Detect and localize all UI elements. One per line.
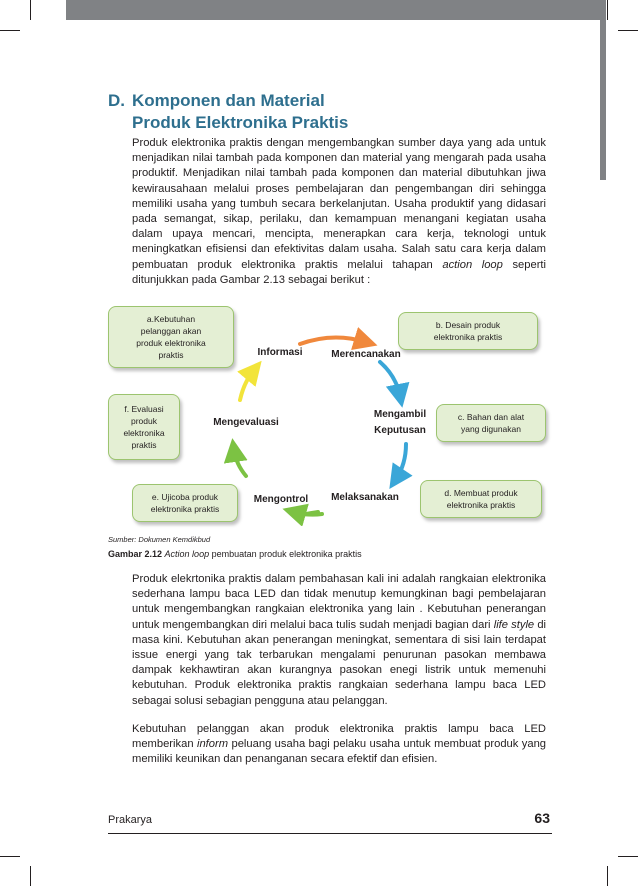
crop-mark xyxy=(0,856,20,857)
figure-source: Sumber: Dokumen Kemdikbud xyxy=(108,535,211,544)
arrow-green-left xyxy=(234,450,246,476)
cycle-label-informasi: Informasi xyxy=(257,347,303,358)
callout-c-line: c. Bahan dan alat xyxy=(457,412,525,422)
callout-b xyxy=(398,312,538,350)
section-title-line2: Produk Elektronika Praktis xyxy=(132,113,349,132)
paragraph-kebutuhan xyxy=(132,722,546,768)
callout-f-line: praktis xyxy=(131,440,157,450)
paragraph-kebutuhan-italic: inform xyxy=(196,738,229,751)
paragraph-led xyxy=(132,572,546,709)
crop-mark xyxy=(607,866,608,886)
section-letter: D. xyxy=(108,91,125,110)
callout-d xyxy=(420,480,542,518)
callout-f-line: elektronika xyxy=(123,428,165,438)
figure-caption xyxy=(108,549,362,559)
cycle-label-mengambil-line1: Mengambil xyxy=(373,409,427,420)
callout-b-line: elektronika praktis xyxy=(433,332,503,342)
callout-e-line: elektronika praktis xyxy=(150,504,220,514)
cycle-label-mengontrol: Mengontrol xyxy=(253,494,309,505)
crop-mark xyxy=(618,30,638,31)
arrow-orange xyxy=(300,337,366,344)
crop-mark xyxy=(30,0,31,20)
callout-b-line: b. Desain produk xyxy=(435,320,501,330)
callout-c-line: yang digunakan xyxy=(460,424,521,434)
action-loop-diagram xyxy=(108,304,552,526)
callout-f xyxy=(108,394,180,460)
paragraph-kebutuhan-text-end: peluang usaha bagi pelaku usaha untuk membuat produk yang memiliki keunikan dan penanganan secara efektif dan efisien. xyxy=(132,738,547,766)
cycle-label-mengambil xyxy=(362,408,438,437)
figure-caption-italic: Action loop xyxy=(164,549,210,559)
callout-f-line: produk xyxy=(130,416,157,426)
crop-mark xyxy=(30,866,31,886)
paragraph-kebutuhan-text: Kebutuhan pelanggan akan produk elektronika praktis lampu baca LED memberikan xyxy=(132,723,546,751)
callout-a-line: praktis xyxy=(158,350,184,360)
paragraph-led-italic: life style xyxy=(493,618,535,631)
figure-caption-text: pembuatan produk elektronika praktis xyxy=(211,549,362,559)
side-gray-bar xyxy=(600,20,606,180)
cycle-label-merencanakan: Merencanakan xyxy=(331,349,401,360)
figure-caption-label: Gambar 2.12 xyxy=(108,549,163,559)
footer-divider xyxy=(108,833,552,834)
page-number: 63 xyxy=(534,810,550,826)
callout-a-line: a.Kebutuhan xyxy=(146,314,196,324)
arrow-blue-bottom xyxy=(396,444,406,479)
callout-a-line: produk elektronika xyxy=(136,338,206,348)
callout-d-line: d. Membuat produk xyxy=(444,488,518,498)
arrow-blue-top xyxy=(380,362,400,396)
cycle-label-melaksanakan: Melaksanakan xyxy=(331,492,399,503)
top-gray-bar xyxy=(66,0,606,20)
paragraph-led-text-end: di masa kini. Kebutuhan akan penerangan meningkat, sementara di sisi lain terdapat issue energi yang tak terbarukan mengalami penurunan pasokan membawa dampak kekhawtiran akan kurangnya pasokan enegi listrik untuk memenuhi kebutuhan. Produk elektronika praktis rangkaian sederhana lampu baca LED sebagai solusi sebagian pengguna atau pelanggan. xyxy=(132,618,547,707)
cycle-label-mengambil-line2: Keputusan xyxy=(374,425,426,436)
paragraph-intro-italic: action loop xyxy=(442,258,503,271)
callout-a-line: pelanggan akan xyxy=(140,326,202,336)
callout-d-line: elektronika praktis xyxy=(446,500,516,510)
callout-e-line: e. Ujicoba produk xyxy=(151,492,219,502)
callout-f-line: f. Evaluasi xyxy=(124,404,164,414)
arrow-yellow xyxy=(240,370,254,400)
paragraph-intro xyxy=(132,136,546,288)
section-title-line1: Komponen dan Material xyxy=(132,91,325,110)
paragraph-led-text: Produk elekrtonika praktis dalam pembahasan kali ini adalah rangkaian elektronika sederhana lampu baca LED dan tidak menutup kemungkinan bagi pembelajaran untuk mengembangkan rangkaian elektronika yang lain . Kebutuhan penerangan untuk mengembangkan diri melalui baca tulis sudah menjadi bagian dari xyxy=(132,573,546,631)
callout-c xyxy=(436,404,546,442)
paragraph-intro-text: Produk elektronika praktis dengan mengembangkan sumber daya yang ada untuk menjadikan nilai tambah pada komponen dan material yang mengarah pada usaha produktif. Menjadikan nilai tambah pada komponen dan material dibutuhkan jiwa kewirausahaan melalui proses pembelajaran dan pengembangan diri sehingga memiliki usaha yang tumbuh secara berkelanjutan. Usaha produktif yang didasari pada semangat, sikap, perilaku, dan kemampuan menangani kegiatan usaha dalam upaya mencari, mencipta, menerapkan cara kerja, teknologi untuk meningkatkan efisiensi dan efektivitas dalam usaha. Salah satu cara kerja dalam pembuatan produk elektronika praktis melalui tahapan xyxy=(132,137,546,271)
crop-mark xyxy=(618,856,638,857)
crop-mark xyxy=(607,0,608,20)
callout-a xyxy=(108,306,234,368)
paragraph-intro-text-end: seperti ditunjukkan pada Gambar 2.13 sebagai berikut : xyxy=(132,258,547,286)
section-heading xyxy=(108,90,348,134)
footer-book-title: Prakarya xyxy=(108,814,153,826)
crop-mark xyxy=(0,30,20,31)
callout-e xyxy=(132,484,238,522)
cycle-label-mengevaluasi: Mengevaluasi xyxy=(213,417,279,428)
